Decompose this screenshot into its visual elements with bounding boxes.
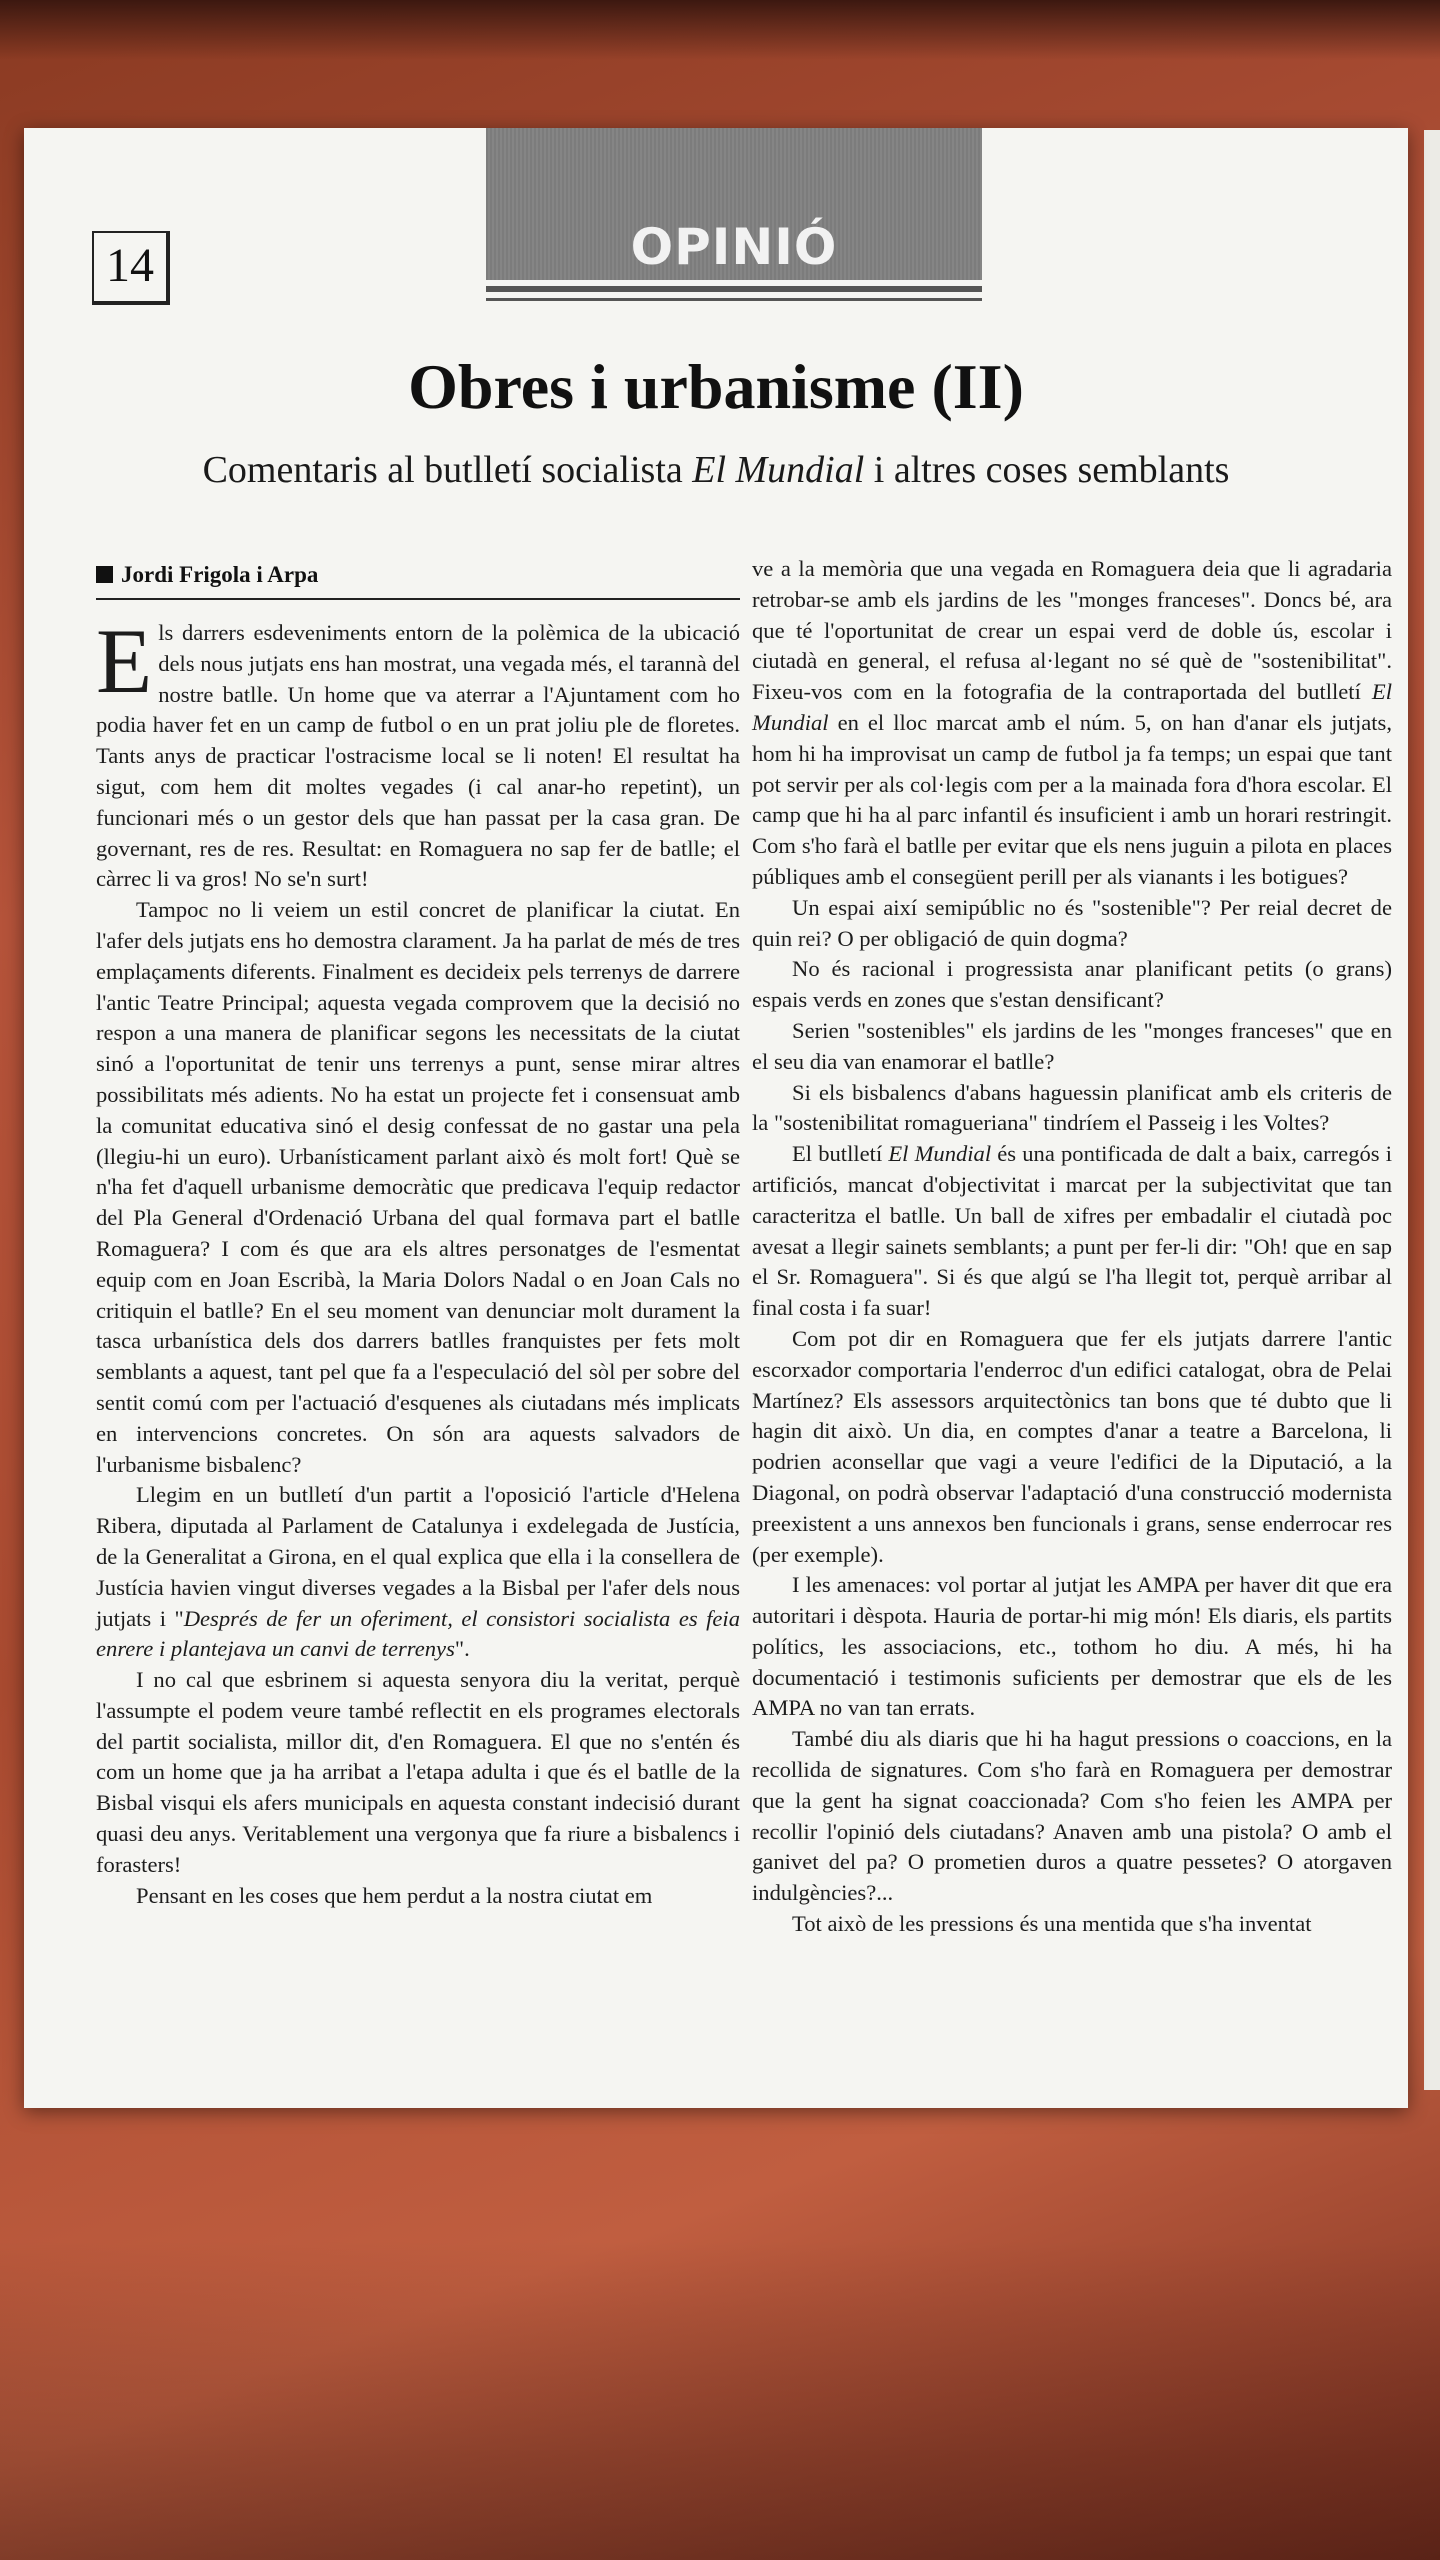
paragraph-3 [96, 1480, 740, 1665]
paragraph-11-text-end: és una pontificada de dalt a baix, carregós i artificiós, mancat d'objectivitat i marcat per la subjectivitat que tan caracteritza el batlle. Un ball de xifres per embadalir el ciutadà poc avesat a llegir sainets semblants; a punt per fer-li dir: "Oh! que en sap el Sr. Romaguera". Si és que algú se l'ha llegit tot, perquè arribar al final costa i fa suar! [752, 1141, 1392, 1321]
paragraph-12: Com pot dir en Romaguera que fer els jutjats darrere l'antic escorxador comportaria l'enderroc d'un edifici catalogat, obra de Pelai Martínez? Els assessors arquitectònics tan bons que té dubto que li hagin dit això. Un dia, en comptes d'anar a teatre a Barcelona, li podrien aconsellar que vagi a veure l'edifici de la Diputació, a la Diagonal, on podrà observar l'adaptació d'una construcció modernista preexistent a uns annexos ben funcionals i grans, sense enderrocar res (per exemple). [752, 1325, 1392, 1567]
paragraph-6 [752, 554, 1392, 893]
paragraph-6-publication: El Mundial [752, 679, 1392, 735]
paragraph-6-text: ve a la memòria que una vegada en Romaguera deia que li agradaria retrobar-se amb els jardins de les "monges franceses". Doncs bé, ara que té l'oportunitat de crear un espai verd de doble ús, escolar i ciutadà en general, el refusa al·legant no sé què de "sostenibilitat". Fixeu-vos com en la fotografia de la contraportada del butlletí [752, 556, 1392, 705]
section-title: OPINIÓ [630, 218, 838, 276]
paragraph-3-text: Llegim en un butlletí d'un partit a l'oposició l'article d'Helena Ribera, diputada al Parlament de Catalunya i exdelegada de Justícia, de la Generalitat a Girona, en el qual explica que ella i la consellera de Justícia havien vingut diverses vegades a la Bisbal per l'afer dels nous jutjats i " [96, 1482, 740, 1631]
author-name: Jordi Frigola i Arpa [121, 562, 319, 587]
byline-square-icon [96, 566, 113, 583]
article-title: Obres i urbanisme (II) [408, 351, 1024, 422]
subtitle-publication: El Mundial [692, 449, 865, 491]
page-number: 14 [92, 231, 170, 305]
paragraph-3-end: ". [454, 1636, 470, 1662]
background-shadow-bottom [0, 2240, 1440, 2560]
paragraph-1 [96, 610, 740, 895]
paragraph-10: Si els bisbalencs d'abans haguessin planificat amb els criteris de la "sostenibilitat romagueriana" tindríem el Passeig i les Voltes? [752, 1079, 1392, 1136]
article-column-left [96, 610, 741, 1911]
paragraph-14: També diu als diaris que hi ha hagut pressions o coaccions, en la recollida de signatures. Com s'ho farà en Romaguera per demostrar que la gent ha signat coaccionada? Com s'ho feien les AMPA per recollir l'opinió dels ciutadans? Anaven amb una pistola? O amb el ganivet del pa? O prometien duros a quatre pessetes? O atorgaven indulgències?... [752, 1726, 1392, 1906]
paragraph-6-text-end: en el lloc marcat amb el núm. 5, on han d'anar els jutjats, hom hi ha improvisat un camp de futbol ja fa temps; un espai que tant pot servir per als col·legis com per a la mainada fora d'hora escolar. El camp que hi ha al parc infantil és insuficient i amb un horari restringit. Com s'ho farà el batlle per evitar que els nens juguin a pilota en places públiques amb el consegüent perill per als vianants i les botigues? [752, 709, 1392, 889]
subtitle-part: Comentaris al butlletí socialista [202, 449, 693, 491]
magazine-page [24, 128, 1408, 2108]
paragraph-1-text: ls darrers esdeveniments entorn de la polèmica de la ubicació dels nous jutjats ens han mostrat, una vegada més, el tarannà del nostre batlle. Un home que va aterrar a l'Ajuntament com ho podia haver fet en un camp de futbol o en un prat joliu ple de floretes. Tants anys de practicar l'ostracisme local se li noten! El resultat ha sigut, com hem dit moltes vegades (i cal anar-ho repetint), un funcionari més o un gestor dels que han passat per la casa gran. De governant, res de res. Resultat: en Romaguera no sap fer de batlle; el càrrec li va gros! No se'n surt! [96, 620, 740, 892]
adjacent-page-edge [1424, 130, 1440, 2090]
section-rule-thin [486, 298, 982, 301]
paragraph-13: I les amenaces: vol portar al jutjat les AMPA per haver dit que era autoritari i dèspota. Hauria de portar-hi mig món! Els diaris, els partits polítics, les associacions, etc., tothom ho diu. A més, hi ha documentació i testimonis suficients per demostrar que els de les AMPA no van tan errats. [752, 1572, 1392, 1721]
paragraph-9: Serien "sostenibles" els jardins de les "monges franceses" que en el seu dia van enamorar el batlle? [752, 1017, 1392, 1074]
paragraph-2: Tampoc no li veiem un estil concret de planificar la ciutat. En l'afer dels jutjats ens ho demostra clarament. Ja ha parlat de més de tres emplaçaments diferents. Finalment es decideix pels terrenys de darrere l'antic Teatre Principal; aquesta vegada comprovem que la decisió no respon a una manera de planificar segons les necessitats de la ciutat sinó a l'oportunitat de tenir uns terrenys a punt, sense mirar altres possibilitats més adients. No ha estat un projecte fet i consensuat amb la comunitat educativa sinó el desig confessat de no gastar una pela (llegiu-hi un euro). Urbanísticament parlant això és molt fort! Què se n'ha fet d'aquell urbanisme democràtic que predicava l'equip redactor del Pla General d'Ordenació Urbana del qual formava part el batlle Romaguera? I com és que ara els altres personatges de l'esmentat equip com en Joan Escribà, la Maria Dolors Nadal o en Joan Cals no critiquin el batlle? En el seu moment van denunciar molt durament la tasca urbanística dels dos darrers batlles franquistes per fets molt semblants a aquest, tant pel que fa a l'especulació del sòl per sobre del sentit comú com per l'actuació d'esquenes als ciutadans més implicats en intervencions concretes. On són ara aquests salvadors de l'urbanisme bisbalenc? [96, 897, 740, 1477]
paragraph-11-text: El butlletí [792, 1141, 889, 1167]
section-header-band [486, 128, 982, 280]
paragraph-7: Un espai així semipúblic no és "sostenible"? Per reial decret de quin rei? O per obligació de quin dogma? [752, 894, 1392, 951]
paragraph-11 [752, 1139, 1392, 1324]
subtitle-part-end: i altres coses semblants [864, 449, 1230, 491]
author-byline [96, 558, 740, 600]
section-rule-thick [486, 286, 982, 292]
article-subtitle [24, 448, 1408, 492]
drop-cap: E [96, 610, 153, 712]
paragraph-11-publication: El Mundial [888, 1141, 992, 1167]
article-column-right [752, 554, 1392, 1940]
paragraph-3-quote: Després de fer un oferiment, el consistori socialista es feia enrere i plantejava un canvi de terrenys [96, 1605, 741, 1662]
background-shadow [0, 0, 1440, 60]
paragraph-8: No és racional i progressista anar planificant petits (o grans) espais verds en zones que s'estan densificant? [752, 956, 1392, 1013]
paragraph-5: Pensant en les coses que hem perdut a la nostra ciutat em [136, 1882, 653, 1908]
paragraph-15: Tot això de les pressions és una mentida que s'ha inventat [792, 1911, 1312, 1937]
paragraph-4: I no cal que esbrinem si aquesta senyora diu la veritat, perquè l'assumpte el podem veure també reflectit en els programes electorals del partit socialista, millor dit, d'en Romaguera. El que no s'entén és com un home que ja ha arribat a l'etapa adulta i que és el batlle de la Bisbal visqui els afers municipals en aquesta constant indecisió durant quasi deu anys. Veritablement una vergonya que fa riure a bisbalencs i forasters! [96, 1667, 740, 1877]
